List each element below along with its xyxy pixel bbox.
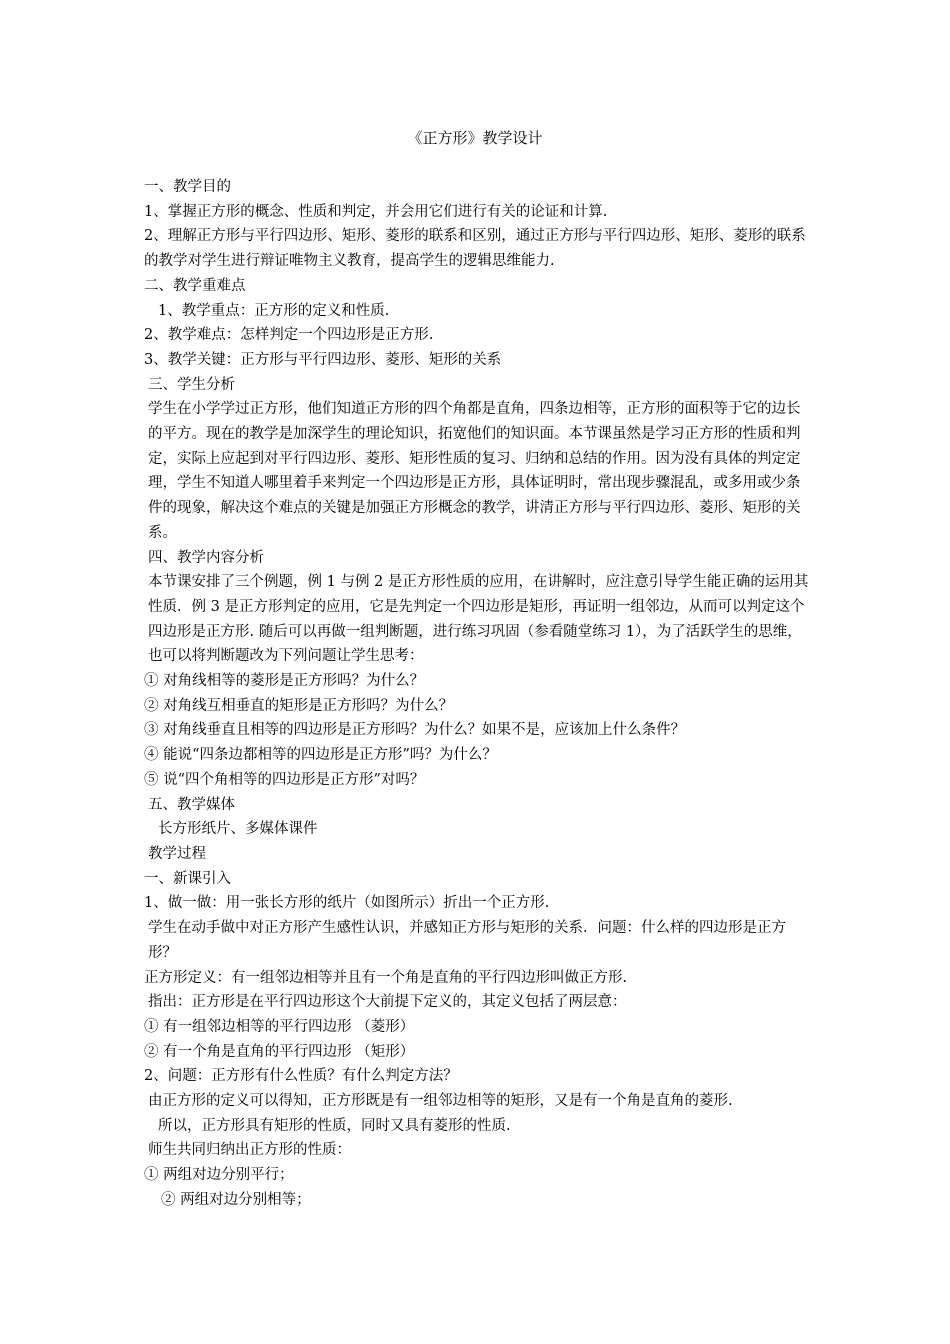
- list-item: ④ 能说“四条边都相等的四边形是正方形”吗？为什么？: [144, 747, 497, 764]
- paragraph: 1、做一做：用一张长方形的纸片（如图所示）折出一个正方形.: [144, 895, 550, 912]
- paragraph: 指出：正方形是在平行四边形这个大前提下定义的，其定义包括了两层意：: [148, 994, 627, 1011]
- paragraph: 正方形定义：有一组邻边相等并且有一个角是直角的平行四边形叫做正方形.: [144, 969, 628, 986]
- section-heading-student-analysis: 三、学生分析: [148, 376, 235, 393]
- paragraph: 师生共同归纳出正方形的性质：: [148, 1142, 351, 1159]
- section-heading-key-points: 二、教学重难点: [144, 277, 246, 294]
- paragraph: 学生在动手做中对正方形产生感性认识，并感知正方形与矩形的关系．问题：什么样的四边形是正方形？: [148, 920, 786, 961]
- paragraph: 2、问题：正方形有什么性质？有什么判定方法？: [144, 1068, 458, 1085]
- section-heading-media: 五、教学媒体: [148, 796, 235, 813]
- list-item: ① 对角线相等的菱形是正方形吗？为什么？: [144, 673, 425, 690]
- list-item: ② 有一个角是直角的平行四边形 （矩形）: [144, 1043, 415, 1060]
- section-heading-process: 教学过程: [148, 845, 206, 862]
- paragraph: 3、教学关键：正方形与平行四边形、菱形、矩形的关系: [144, 351, 502, 368]
- list-item: ③ 对角线垂直且相等的四边形是正方形吗？为什么？如果不是，应该加上什么条件？: [144, 722, 686, 739]
- document-title: 《正方形》教学设计: [407, 129, 543, 147]
- document-body: [144, 175, 814, 1213]
- paragraph: 所以，正方形具有矩形的性质，同时又具有菱形的性质.: [158, 1117, 511, 1134]
- paragraph: 1、教学重点：正方形的定义和性质.: [158, 302, 390, 319]
- paragraph: 由正方形的定义可以得知，正方形既是有一组邻边相等的矩形，又是有一个角是直角的菱形.: [148, 1093, 733, 1110]
- list-item: ⑤ 说“四个角相等的四边形是正方形”对吗？: [144, 771, 425, 788]
- paragraph: 2、理解正方形与平行四边形、矩形、菱形的联系和区别，通过正方形与平行四边形、矩形、菱形的联系的教学对学生进行辩证唯物主义教育，提高学生的逻辑思维能力.: [144, 228, 806, 270]
- section-heading-content-analysis: 四、教学内容分析: [148, 549, 264, 566]
- list-item: ① 两组对边分别平行；: [144, 1167, 294, 1184]
- paragraph: 长方形纸片、多媒体课件: [158, 821, 318, 838]
- section-heading-introduction: 一、新课引入: [144, 870, 231, 887]
- paragraph: 学生在小学学过正方形，他们知道正方形的四个角都是直角，四条边相等，正方形的面积等于它的边长的平方。现在的教学是加深学生的理论知识，拓宽他们的知识面。本节课虽然是学习正方形的性质和判定，实际上应起到对平行四边形、菱形、矩形性质的复习、归纳和总结的作用。因为没有具体的判定定理，学生不知道人哪里着手来判定一个四边形是正方形，具体证明时，常出现步骤混乱，或多用或少条件的现象，解决这个难点的关键是加强正方形概念的教学，讲清正方形与平行四边形、菱形、矩形的关系。: [148, 401, 801, 541]
- section-heading-objectives: 一、教学目的: [144, 179, 231, 195]
- paragraph: 本节课安排了三个例题，例 1 与例 2 是正方形性质的应用，在讲解时，应注意引导学生能正确的运用其性质．例 3 是正方形判定的应用，它是先判定一个四边形是矩形，再证明一组邻边，从而可以判定这个四边形是正方形. 随后可以再做一组判断题，进行练习巩固（参看随堂练习 1），为了活跃学生的思维，也可以将判断题改为下列问题让学生思考：: [148, 574, 809, 665]
- paragraph: 2、教学难点：怎样判定一个四边形是正方形.: [144, 327, 434, 344]
- list-item: ② 对角线互相垂直的矩形是正方形吗？为什么？: [144, 697, 454, 714]
- list-item: ① 有一组邻边相等的平行四边形 （菱形）: [144, 1018, 415, 1035]
- paragraph: 1、掌握正方形的概念、性质和判定，并会用它们进行有关的论证和计算.: [144, 203, 608, 220]
- list-item: ② 两组对边分别相等；: [161, 1191, 311, 1208]
